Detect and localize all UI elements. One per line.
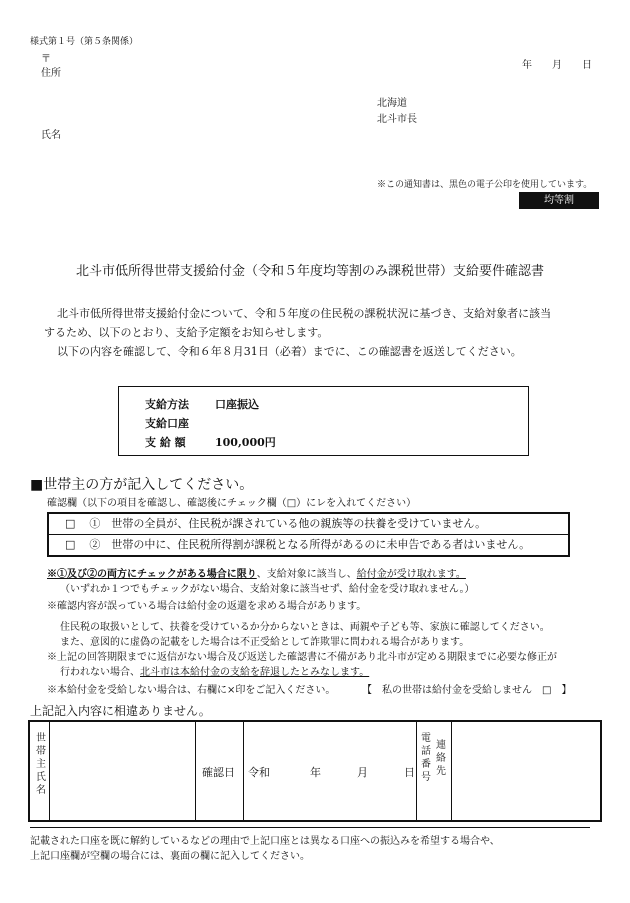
note-1-middle: 、支給対象に該当し、 xyxy=(256,569,357,580)
confirmation-checklist xyxy=(47,512,570,557)
name-label: 氏名 xyxy=(41,130,61,141)
checklist-item-1-text: ① 世帯の全員が、住民税が課されている他の親族等の扶養を受けていません。 xyxy=(89,517,487,530)
note-3-cont-text: 行われない場合、 xyxy=(60,667,140,678)
paragraph-1: 住民税の取扱いとして、扶養を受けているか分からないときは、両親や子ども等、家族に確認してください。 xyxy=(60,622,550,633)
note-1-sub: （いずれか１つでもチェックがない場合、支給対象に該当せず、給付金を受け取れません。） xyxy=(60,584,475,595)
payment-account-row xyxy=(145,415,215,431)
check-instruction: 確認欄（以下の項目を確認し、確認後にチェック欄（□）にレを入れてください） xyxy=(47,498,417,509)
head-of-household-field[interactable] xyxy=(50,722,195,820)
category-badge: 均等割 xyxy=(519,192,599,209)
note-3-decline: 北斗市は本給付金の支給を辞退したとみなします。 xyxy=(140,667,370,678)
payment-info-box xyxy=(118,386,529,456)
intro-line-2: するため、以下のとおり、支給予定額をお知らせします。 xyxy=(44,326,329,339)
note-3-cont xyxy=(60,663,369,678)
note-3: ※上記の回答期限までに返信がない場合及び返送した確認書に不備があり北斗市が定める期限までに必要な修正が xyxy=(47,652,557,663)
phone-field[interactable] xyxy=(452,722,600,820)
postal-mark: 〒 xyxy=(41,54,51,65)
phone-label: 電話番号 xyxy=(421,733,431,783)
contact-label: 連絡先 xyxy=(436,740,446,777)
payment-method-row xyxy=(145,396,259,412)
note-1 xyxy=(47,565,466,580)
checkbox-item-1[interactable]: □ xyxy=(65,517,76,530)
checklist-item-2 xyxy=(49,534,568,555)
footer-line-1: 記載された口座を既に解約しているなどの理由で上記口座とは異なる口座への振込みを希望する場合や、 xyxy=(30,836,500,847)
checkbox-item-2[interactable]: □ xyxy=(65,538,76,551)
date-y: 年 xyxy=(310,766,321,779)
issuer-mayor: 北斗市長 xyxy=(377,114,417,125)
signature-table xyxy=(28,720,602,822)
checklist-item-2-text: ② 世帯の中に、住民税所得割が課税となる所得があるのに未申告である者はいません。 xyxy=(89,538,531,551)
head-of-household-label: 世帯主氏名 xyxy=(36,733,46,796)
date-era: 令和 xyxy=(248,766,270,779)
confirm-date-label: 確認日 xyxy=(202,766,235,779)
payment-amount-label: 支 給 額 xyxy=(145,436,186,449)
note-1-condition: ※①及び②の両方にチェックがある場合に限り xyxy=(47,569,257,580)
note-1-result: 給付金が受け取れます。 xyxy=(356,569,466,580)
paragraph-2: また、意図的に虚偽の記載をした場合は不正受給として詐欺罪に問われる場合があります。 xyxy=(60,637,470,648)
payment-method-label: 支給方法 xyxy=(145,398,189,411)
intro-line-1: 北斗市低所得世帯支援給付金について、令和５年度の住民税の課税状況に基づき、支給対象者に該当 xyxy=(57,307,552,320)
note-4: ※本給付金を受給しない場合は、右欄に×印をご記入ください。 xyxy=(47,685,336,696)
note-2: ※確認内容が誤っている場合は給付金の返還を求める場合があります。 xyxy=(47,601,367,612)
form-number: 様式第１号（第５条関係） xyxy=(30,37,139,47)
date-year: 年 xyxy=(522,60,532,71)
decline-checkbox[interactable]: 【 私の世帯は給付金を受給しません □ 】 xyxy=(362,685,572,696)
payment-amount-value: 100,000円 xyxy=(215,436,276,449)
section-heading: ■世帯主の方が記入してください。 xyxy=(30,477,254,493)
payment-amount-row xyxy=(145,434,276,450)
date-month: 月 xyxy=(552,60,562,71)
address-label: 住所 xyxy=(41,68,61,79)
checklist-item-1 xyxy=(49,514,568,534)
confirmation-statement: 上記記入内容に相違ありません。 xyxy=(30,704,211,718)
payment-method-value: 口座振込 xyxy=(215,398,259,411)
date-day: 日 xyxy=(582,60,592,71)
issuer-prefecture: 北海道 xyxy=(377,98,407,109)
date-m: 月 xyxy=(357,766,368,779)
intro-line-3: 以下の内容を確認して、令和６年８月31日（必着）までに、この確認書を返送してください。 xyxy=(57,345,522,358)
payment-account-label: 支給口座 xyxy=(145,417,189,430)
date-d: 日 xyxy=(404,766,415,779)
seal-note: ※この通知書は、黒色の電子公印を使用しています。 xyxy=(377,180,593,190)
footer-line-2: 上記口座欄が空欄の場合には、裏面の欄に記入してください。 xyxy=(30,851,310,862)
document-title: 北斗市低所得世帯支援給付金（令和５年度均等割のみ課税世帯）支給要件確認書 xyxy=(76,264,545,279)
footer-divider xyxy=(30,827,590,828)
